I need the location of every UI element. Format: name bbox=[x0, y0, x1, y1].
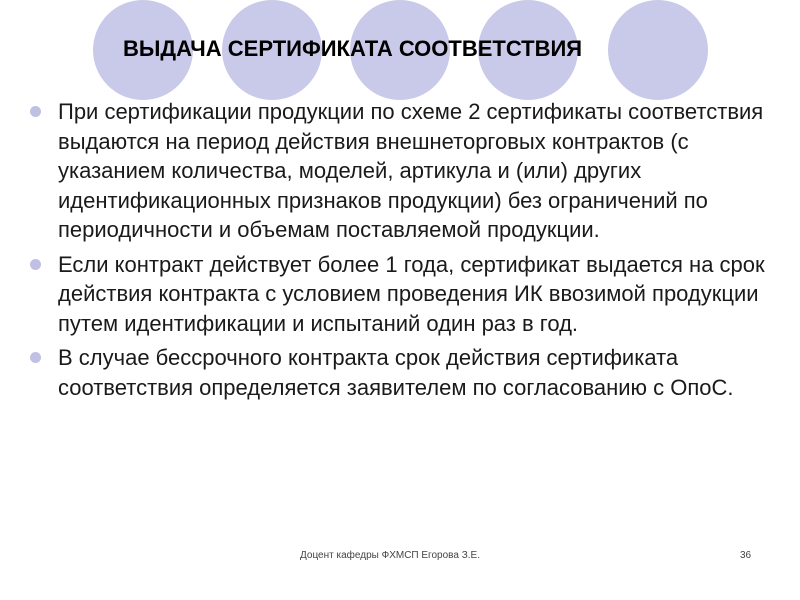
bullet-dot-icon bbox=[30, 259, 41, 270]
slide-footer bbox=[0, 550, 800, 566]
bullet-text: Если контракт действует более 1 года, сертификат выдается на срок действия контракта с условием проведения ИК ввозимой продукции путем идентификации и испытаний один раз в год. bbox=[58, 251, 765, 336]
slide-title: ВЫДАЧА СЕРТИФИКАТА СООТВЕТСТВИЯ bbox=[123, 36, 583, 61]
bullet-item bbox=[28, 343, 788, 402]
bullet-list bbox=[28, 97, 788, 407]
page-number: 36 bbox=[740, 550, 752, 561]
bullet-item bbox=[28, 250, 788, 339]
bullet-text: При сертификации продукции по схеме 2 сертификаты соответствия выдаются на период действия внешнеторговых контрактов (с указанием количества, моделей, артикула и (или) других идентификационных признаков продукции) без ограничений по периодичности и объемам поставляемой продукции. bbox=[58, 99, 764, 242]
bullet-text: В случае бессрочного контракта срок действия сертификата соответствия определяется заявителем по согласованию с ОпоС. bbox=[58, 345, 734, 400]
bullet-dot-icon bbox=[30, 352, 41, 363]
bullet-item bbox=[28, 97, 788, 245]
footer-author: Доцент кафедры ФХМСП Егорова З.Е. bbox=[300, 550, 480, 561]
bullet-dot-icon bbox=[30, 106, 41, 117]
